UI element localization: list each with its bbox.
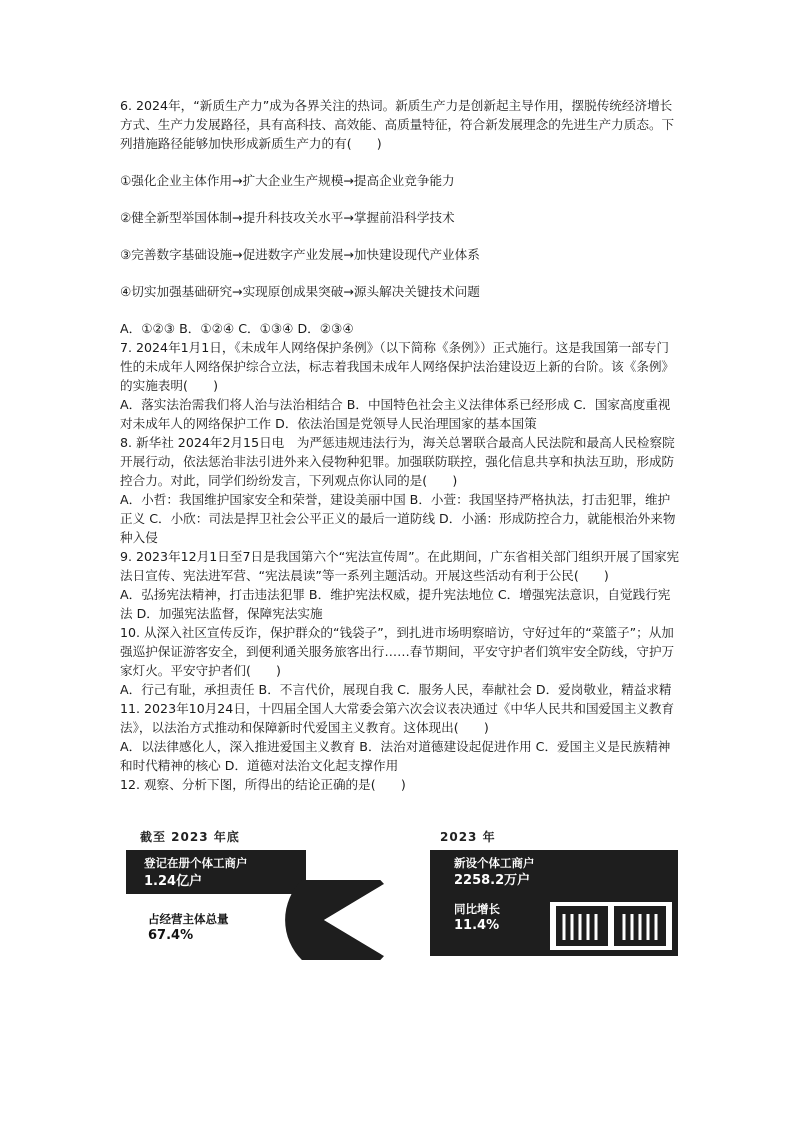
figure-left-label-2: 占经营主体总量 <box>148 912 229 926</box>
question-7-options: A．落实法治需我们将人治与法治相结合 B．中国特色社会主义法律体系已经形成 C．国家高度重视对未成年人的网络保护工作 D．依法治国是党领导人民治理国家的基本国策 <box>120 397 671 431</box>
question-11-stem: 11. 2023年10月24日，十四届全国人大常委会第六次会议表决通过《中华人民共和国爱国主义教育法》，以法治方式推动和保障新时代爱国主义教育。这体现出( ) <box>120 701 675 735</box>
question-page <box>120 96 680 794</box>
question-12-figures <box>126 828 686 960</box>
figure-right <box>430 828 680 960</box>
question-11-options: A．以法律感化人，深入推进爱国主义教育 B．法治对道德建设起促进作用 C．爱国主义是民族精神和时代精神的核心 D．道德对法治文化起支撑作用 <box>120 739 671 773</box>
question-10-stem: 10. 从深入社区宣传反诈，保护群众的“钱袋子”，到扎进市场明察暗访，守好过年的“菜篮子”；从加强巡护保证游客安全，到便利通关服务旅客出行……春节期间，平安守护者们筑牢安全防线，守护万家灯火。平安守护者们( ) <box>120 625 675 678</box>
figure-left-value-2: 67.4% <box>148 928 194 943</box>
figure-left-label-1: 登记在册个体工商户 <box>144 856 248 870</box>
figure-left-title: 截至 2023 年底 <box>140 830 240 844</box>
question-9-options: A．弘扬宪法精神，打击违法犯罪 B．维护宪法权威，提升宪法地位 C．增强宪法意识，自觉践行宪法 D．加强宪法监督，保障宪法实施 <box>120 587 671 621</box>
figure-right-value-2: 11.4% <box>454 918 500 933</box>
figure-left <box>126 828 386 960</box>
question-7-stem: 7. 2024年1月1日，《未成年人网络保护条例》（以下简称《条例》）正式施行。这是我国第一部专门性的未成年人网络保护综合立法，标志着我国未成年人网络保护法治建设迈上新的台阶。该《条例》的实施表明( ) <box>120 340 675 393</box>
figure-left-value-1: 1.24亿户 <box>144 874 203 889</box>
figure-right-title: 2023 年 <box>440 830 496 844</box>
question-9-stem: 9. 2023年12月1日至7日是我国第六个“宪法宣传周”。在此期间，广东省相关部门组织开展了国家宪法日宣传、宪法进军营、“宪法晨读”等一系列主题活动。开展这些活动有利于公民( ) <box>120 549 680 583</box>
question-6-item-3: ③完善数字基础设施→促进数字产业发展→加快建设现代产业体系 <box>120 247 480 262</box>
figure-right-label-1: 新设个体工商户 <box>454 856 535 870</box>
question-8-options: A．小哲：我国维护国家安全和荣誉，建设美丽中国 B．小萱：我国坚持严格执法，打击犯罪，维护正义 C．小欣：司法是捍卫社会公平正义的最后一道防线 D．小涵：形成防控合力，就能根治外来物种入侵 <box>120 492 676 545</box>
question-8-stem: 8. 新华社 2024年2月15日电 为严惩违规违法行为，海关总署联合最高人民法院和最高人民检察院开展行动，依法惩治非法引进外来入侵物种犯罪。加强联防联控，强化信息共享和执法互助，形成防控合力。对此，同学们纷纷发言，下列观点你认同的是( ) <box>120 435 675 488</box>
question-10-options: A．行己有耻，承担责任 B．不言代价，展现自我 C．服务人民，奉献社会 D．爱岗敬业，精益求精 <box>120 682 672 697</box>
question-6-item-4: ④切实加强基础研究→实现原创成果突破→源头解决关键技术问题 <box>120 284 480 299</box>
figure-right-panel <box>430 850 678 956</box>
figure-right-value-1: 2258.2万户 <box>454 873 531 888</box>
figure-right-label-2: 同比增长 <box>454 902 500 916</box>
question-6-item-2: ②健全新型举国体制→提升科技攻关水平→掌握前沿科学技术 <box>120 210 455 225</box>
pie-chart-icon <box>276 880 386 960</box>
book-icon <box>548 898 674 952</box>
question-12-stem: 12. 观察、分析下图，所得出的结论正确的是( ) <box>120 777 406 792</box>
question-6-stem: 6. 2024年，“新质生产力”成为各界关注的热词。新质生产力是创新起主导作用，摆脱传统经济增长方式、生产力发展路径，具有高科技、高效能、高质量特征，符合新发展理念的先进生产力质态。下列措施路径能够加快形成新质生产力的有( ) <box>120 98 675 151</box>
question-6-options: A．①②③ B．①②④ C．①③④ D．②③④ <box>120 321 354 336</box>
question-6-item-1: ①强化企业主体作用→扩大企业生产规模→提高企业竞争能力 <box>120 173 455 188</box>
